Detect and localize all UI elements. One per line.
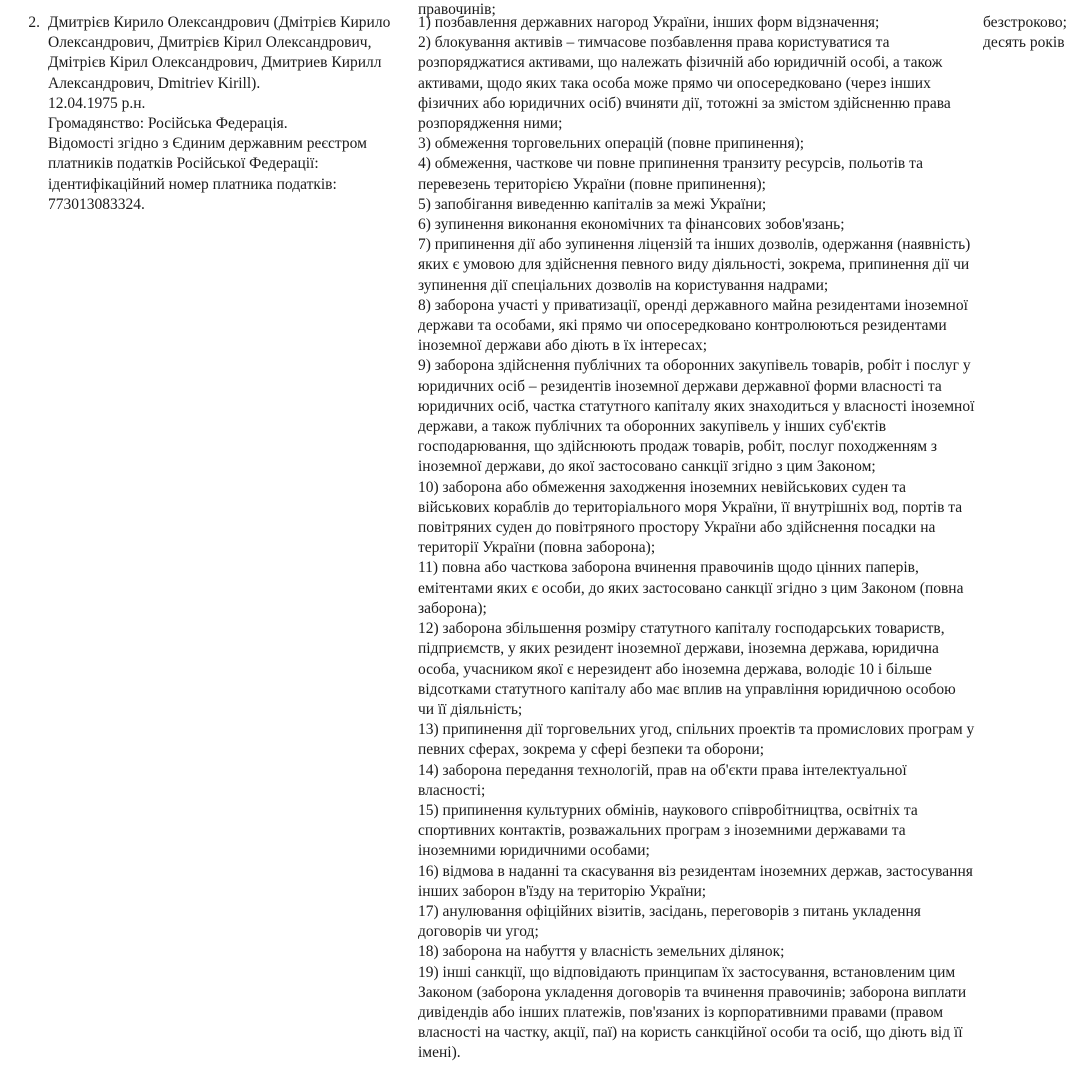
measure-item: 13) припинення дії торговельних угод, спільних проектів та промислових програм у певних сферах, зокрема у сфері безпеки та оборони; <box>418 721 975 759</box>
measure-item: 12) заборона збільшення розміру статутного капіталу господарських товариств, підприємств, у яких резидент іноземної держави, іноземна держава, юридична особа, учасником якої є нерезидент або іноземна держава, володіє 10 і більше відсотками статутного капіталу або має вплив на управління юридичною особою чи її діяльність; <box>418 620 956 718</box>
measure-item: 9) заборона здійснення публічних та оборонних закупівель товарів, робіт і послуг у юридичних осіб – резидентів іноземної держави державної форми власності та юридичних осіб, частка статутного капіталу яких знаходиться у власності іноземної держави, а також публічних та оборонних закупівель у інших суб'єктів господарювання, що здійснюють продаж товарів, робіт, послуг походженням з іноземної держави, до якої застосовано санкції згідно з цим Законом; <box>418 357 975 476</box>
clipped-top-spacer <box>6 0 418 9</box>
measure-item: 3) обмеження торговельних операцій (повне припинення); <box>418 135 805 153</box>
measure-item: 2) блокування активів – тимчасове позбавлення права користуватися та розпоряджатися активами, що належать фізичній або юридичній особі, а також активами, щодо яких така особа може прямо чи опосередковано (через інших фізичних або юридичних осіб) вчиняти дії, тотожні за змістом здійсненню права розпорядження ними; <box>418 34 951 133</box>
measure-item: 17) анулювання офіційних візитів, засідань, переговорів з питань укладення договорів чи угод; <box>418 902 921 941</box>
measure-item: 15) припинення культурних обмінів, наукового співробітництва, освітніх та спортивних контактів, розважальних програм з іноземними державами та іноземними юридичними особами; <box>418 801 918 860</box>
person-citizenship: Громадянство: Російська Федерація. <box>48 115 288 133</box>
person-details-cell <box>48 13 418 215</box>
measure-item: 5) запобігання виведенню капіталів за межі України; <box>418 195 767 213</box>
clipped-top-row <box>0 0 1065 18</box>
term-line-1: безстроково; <box>983 14 1067 31</box>
entry-number: 2. <box>28 14 40 31</box>
measure-item: 19) інші санкції, що відповідають принципам їх застосування, встановленим цим Законом (заборона укладення договорів та вчинення правочинів; заборона виплати дивідендів або інших платежів, пов'язаних із корпоративними правами (правом власності на частку, акції, паї) на користь санкційної особи та осіб, що діють від її імені). <box>418 963 967 1062</box>
clipped-top-text: правочинів; <box>418 1 496 18</box>
person-names: Дмитрієв Кирило Олександрович (Дмітрієв Кирило Олександрович, Дмитрієв Кірил Олександрович, Дмітрієв Кірил Олександрович, Дмитриев Кирилл Александрович, Dmitriev Kirill). <box>48 14 391 92</box>
term-cell <box>983 13 1067 53</box>
term-line-2: десять років <box>983 34 1065 52</box>
sanctions-entry-row <box>0 9 1065 1064</box>
measure-item: 8) заборона участі у приватизації, оренді державного майна резидентами іноземної держави та особами, які прямо чи опосередковано контролюються резидентами іноземної держави або діють в їх інтересах; <box>418 296 968 355</box>
measures-cell <box>418 13 983 1064</box>
measure-item: 1) позбавлення державних нагород України, інших форм відзначення; <box>418 14 880 31</box>
measure-item: 18) заборона на набуття у власність земельних ділянок; <box>418 943 785 961</box>
measure-item: 16) відмова в наданні та скасування віз резидентам іноземних держав, застосування інших заборон в'їзду на територію України; <box>418 862 973 900</box>
person-birth-date: 12.04.1975 р.н. <box>48 94 146 112</box>
measure-item: 10) заборона або обмеження заходження іноземних невійськових суден та військових кораблів до територіального моря України, її внутрішніх вод, портів та повітряних суден до повітряного простору України або здійснення посадки на території України (повна заборона); <box>418 478 963 557</box>
measure-item: 11) повна або часткова заборона вчинення правочинів щодо цінних паперів, емітентами яких є особи, до яких застосовано санкції згідно з цим Законом (повна заборона); <box>418 559 964 617</box>
measure-item: 6) зупинення виконання економічних та фінансових зобов'язань; <box>418 216 845 234</box>
measure-item: 4) обмеження, часткове чи повне припинення транзиту ресурсів, польотів та перевезень територією України (повне припинення); <box>418 155 923 193</box>
measure-item: 14) заборона передання технологій, прав на об'єкти права інтелектуальної власності; <box>418 761 907 799</box>
measure-item: 7) припинення дії або зупинення ліцензій та інших дозволів, одержання (наявність) яких є умовою для здійснення певного виду діяльності, зокрема, припинення дії чи зупинення дії спеціальних дозволів на користування надрами; <box>418 236 971 294</box>
person-registry-info: Відомості згідно з Єдиним державним реєстром платників податків Російської Федерації: ідентифікаційний номер платника податків: 773013083324. <box>48 135 367 213</box>
